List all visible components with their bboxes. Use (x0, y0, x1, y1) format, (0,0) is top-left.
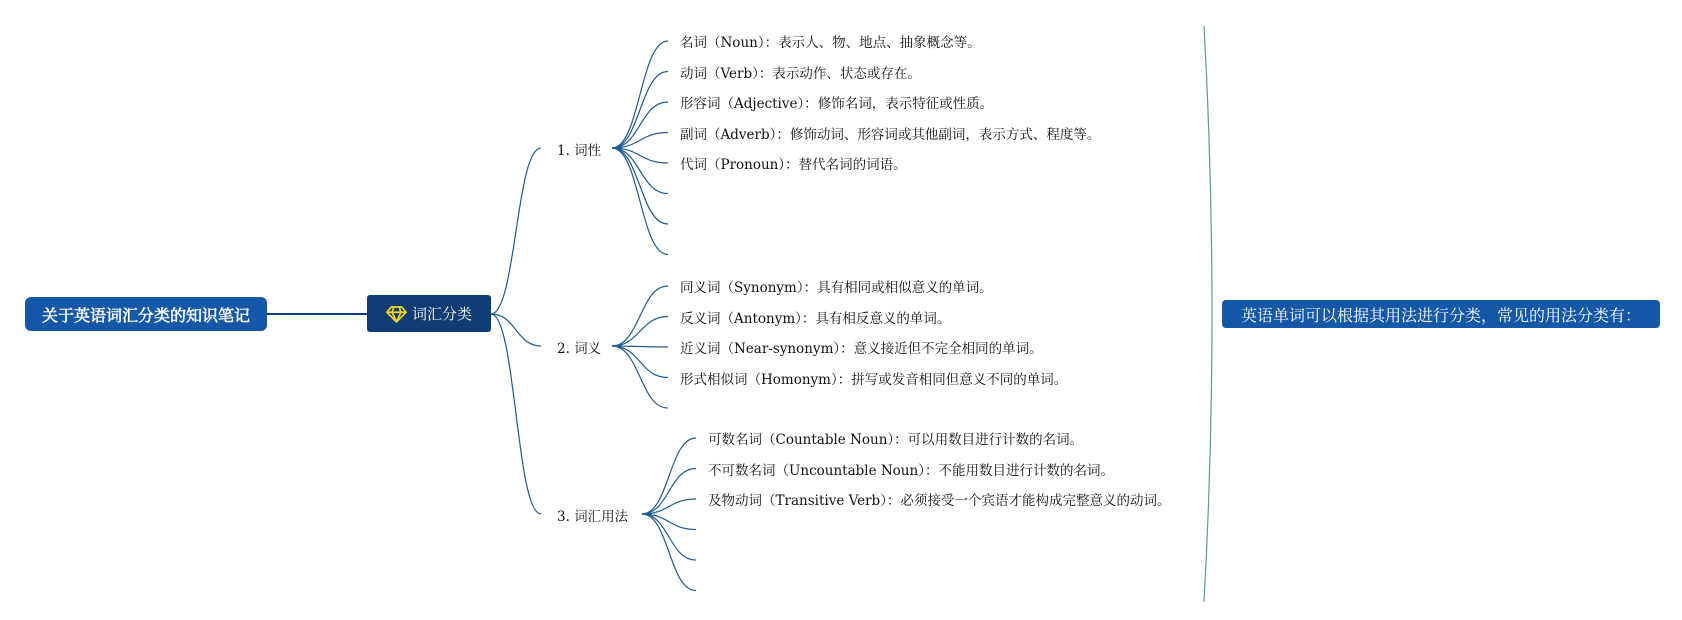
leaf-topic[interactable]: 不可数名词（Uncountable Noun）：不能用数目进行计数的名词。 (708, 462, 1114, 479)
callout-text: 英语单词可以根据其用法进行分类，常见的用法分类有： (1240, 305, 1641, 325)
branch-word-meaning[interactable]: 2. 词义 (557, 341, 602, 357)
leaf-topic[interactable]: 可数名词（Countable Noun）：可以用数目进行计数的名词。 (708, 432, 1084, 448)
leaf-topic[interactable]: 动词（Verb）：表示动作、状态或存在。 (680, 65, 921, 82)
branch-to-leaf-link (612, 286, 668, 346)
leaf-topic[interactable]: 及物动词（Transitive Verb）：必须接受一个宾语才能构成完整意义的动词。 (708, 493, 1171, 509)
root-title: 关于英语词汇分类的知识笔记 (41, 305, 250, 325)
branch-to-leaf-link (612, 41, 668, 148)
diamond-icon (386, 305, 407, 323)
branch-to-leaf-link (612, 148, 668, 224)
leaf-topic[interactable]: 近义词（Near-synonym）：意义接近但不完全相同的单词。 (680, 341, 1043, 357)
branch-to-leaf-link (642, 514, 696, 591)
hub-to-branch-link (491, 148, 541, 314)
root-topic[interactable] (25, 297, 267, 331)
summary-callout[interactable] (1222, 300, 1660, 328)
hub-label: 词汇分类 (411, 305, 472, 323)
summary-bracket (1204, 26, 1212, 602)
diamond-shape (387, 307, 406, 322)
leaf-topic[interactable]: 名词（Noun）：表示人、物、地点、抽象概念等。 (680, 35, 981, 51)
hub-to-branch-link (491, 314, 541, 514)
hub-to-branch-link (491, 314, 541, 346)
branch-to-leaf-link (642, 438, 696, 514)
leaf-topic[interactable]: 同义词（Synonym）：具有相同或相似意义的单词。 (680, 280, 993, 296)
branch-to-leaf-link (612, 317, 668, 347)
branch-word-class[interactable]: 1. 词性 (557, 143, 602, 159)
leaf-topic[interactable]: 形式相似词（Homonym）：拼写或发音相同但意义不同的单词。 (680, 371, 1068, 388)
branch-word-usage[interactable]: 3. 词汇用法 (557, 509, 629, 525)
leaf-topic[interactable]: 形容词（Adjective）：修饰名词，表示特征或性质。 (680, 96, 994, 112)
leaf-topic[interactable]: 副词（Adverb）：修饰动词、形容词或其他副词，表示方式、程度等。 (680, 126, 1101, 143)
leaf-topic[interactable]: 代词（Pronoun）：替代名词的词语。 (680, 157, 907, 173)
branch-to-leaf-link (612, 72, 668, 149)
hub-topic[interactable] (367, 295, 491, 332)
branch-to-leaf-link (612, 148, 668, 255)
branch-to-leaf-link (612, 346, 668, 378)
leaf-topic[interactable]: 反义词（Antonym）：具有相反意义的单词。 (680, 310, 951, 327)
